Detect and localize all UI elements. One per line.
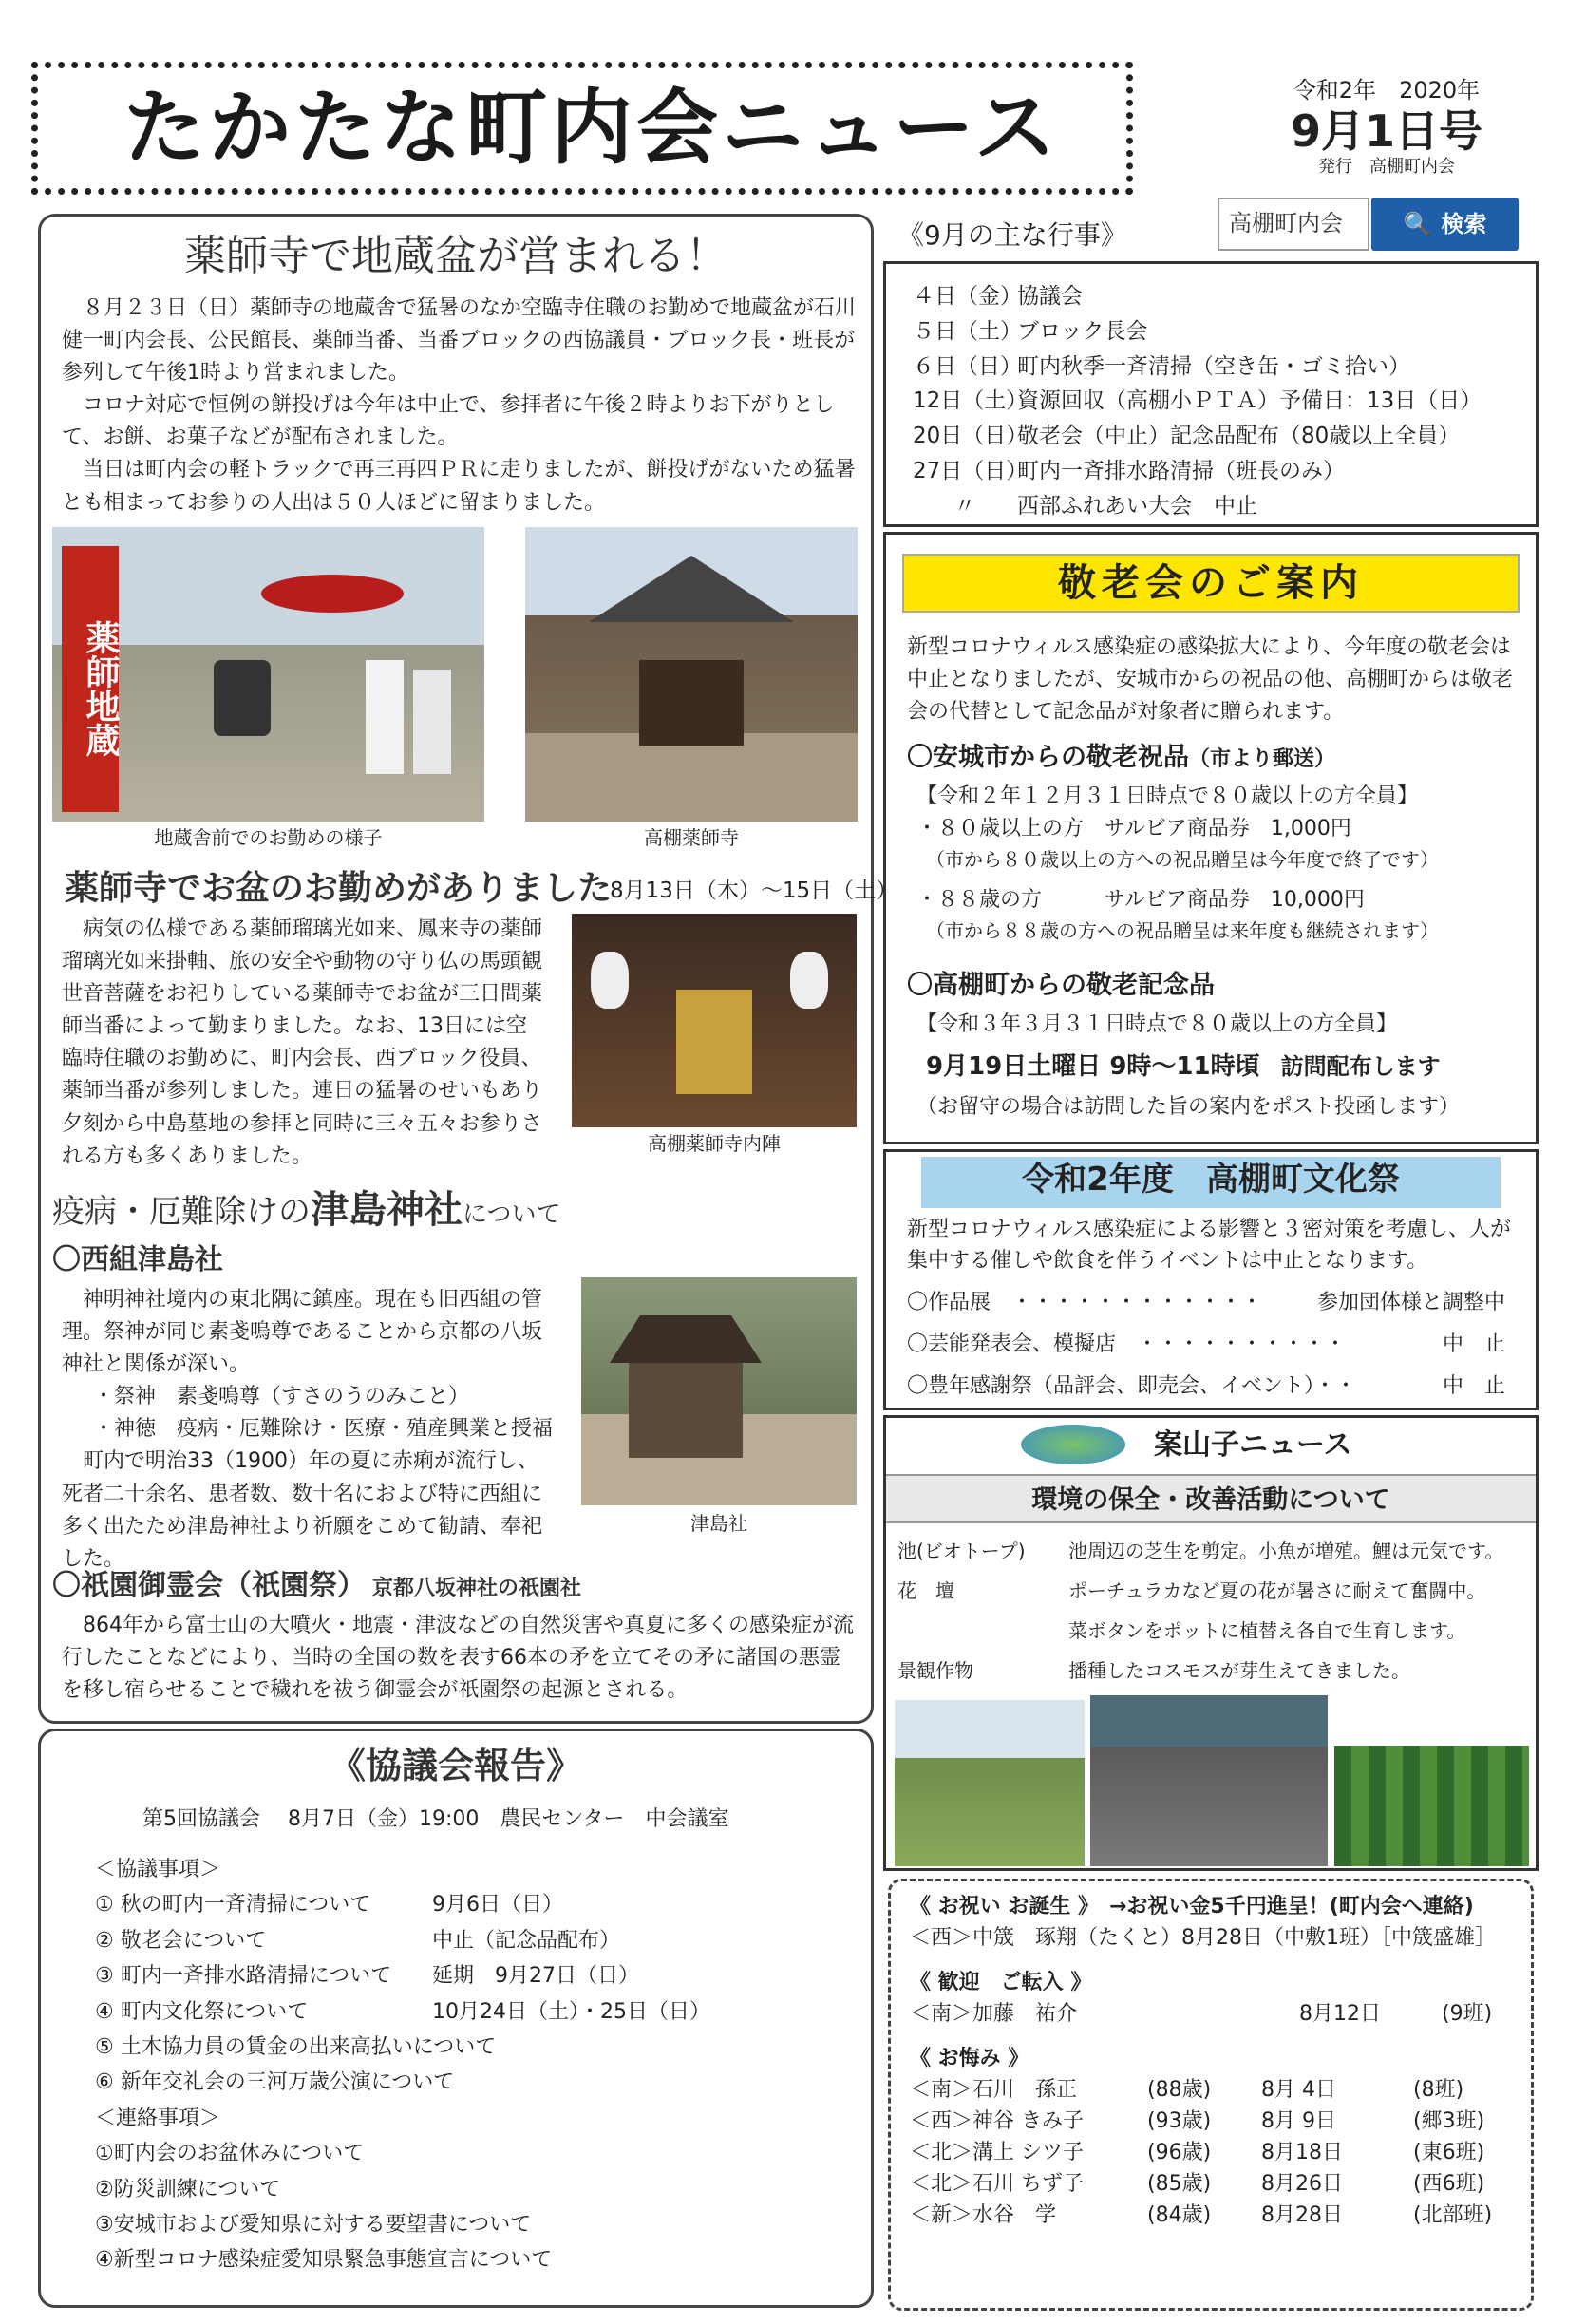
- issue-publisher: 発行 高棚町内会: [1318, 157, 1455, 178]
- issue-era: 令和2年 2020年: [1293, 77, 1481, 104]
- kakashi-row: 花 壇 ポーチュラカなど夏の花が暑さに耐えて奮闘中。: [897, 1579, 1486, 1602]
- caption-yakushiji: 高棚薬師寺: [644, 826, 739, 849]
- keiro-title: 敬老会のご案内: [902, 554, 1520, 613]
- jizo-p2: コロナ対応で恒例の餅投げは今年は中止で、参拝者に午後２時よりお下がりとして、お餅、お菓子などが配布されました。: [62, 393, 835, 450]
- list-item: ＜西＞神谷 きみ子 (93歳) 8月 9日 (郷3班): [910, 2109, 1485, 2133]
- tsushima-t3: 864年から富士山の大噴火・地震・津波などの自然災害や真夏に多くの感染症が流行したことなどにより、当時の全国の数を表す66本の矛を立てその矛に諸国の悪霊を移し宿らせることで穢れを祓う御霊会が祇園祭の起源とされる。: [62, 1614, 854, 1703]
- tsushima-title: [52, 1182, 560, 1238]
- list-item: ①町内会のお盆休みについて: [95, 2142, 365, 2166]
- obon-body: [62, 914, 546, 1173]
- kyogikai-h1: ＜協議事項＞: [95, 1858, 221, 1881]
- search-button[interactable]: [1371, 198, 1519, 251]
- obon-text: 病気の仏様である薬師瑠璃光如来、鳳来寺の薬師瑠璃光如来掛軸、旅の安全や動物の守り仏の馬頭観世音菩薩をお祀りしている薬師寺でお盆が三日間薬師当番によって勤まりました。なお、13日には空臨時住職のお勤めに、町内会長、西ブロック役員、薬師当番が参列しました。連日の猛暑のせいもあり夕刻から中島墓地の参拝と同時に三々五々お参りされる方も多くありました。: [62, 917, 543, 1168]
- caption-jizo-service: 地蔵舎前でのお勤めの様子: [154, 826, 383, 849]
- photo-kakashi-2: [1090, 1695, 1328, 1866]
- list-item: ⑥ 新年交礼会の三河万歳公演について: [95, 2070, 455, 2095]
- keiro-note: （お留守の場合は訪問した旨の案内をポスト投函します）: [916, 1095, 1461, 1119]
- kakashi-row: 景観作物 播種したコスモスが芽生えてきました。: [897, 1659, 1410, 1682]
- keiro-n2: （市から８８歳の方への祝品贈呈は来年度も継続されます）: [926, 919, 1439, 943]
- bunka-list: [907, 1282, 1505, 1408]
- iwai-h1: 《 お祝い お誕生 》 →お祝い金5千円進呈！(町内会へ連絡): [910, 1895, 1474, 1918]
- list-item: ＜北＞溝上 シツ子 (96歳) 8月18日 (東6班): [910, 2141, 1485, 2164]
- event-row: ５日（土） ブロック長会: [913, 318, 1148, 344]
- keiro-c2: 【令和３年３月３１日時点で８０歳以上の方全員】: [916, 1012, 1398, 1036]
- bunka-row: 〇芸能発表会、模擬店 ・・・・・・・・・・ 中 止: [907, 1332, 1505, 1356]
- keiro-visit: 9月19日土曜日 9時～11時頃: [926, 1052, 1260, 1081]
- issue-info: [1254, 74, 1520, 179]
- photo-jizo-service: [52, 527, 484, 822]
- search-input[interactable]: 高棚町内会: [1218, 198, 1369, 251]
- photo-naijin: [572, 914, 857, 1127]
- tsushima-sub2b: 京都八坂神社の祇園社: [372, 1577, 582, 1600]
- list-item: ＜南＞石川 孫正 (88歳) 8月 4日 (8班): [910, 2078, 1464, 2102]
- keiro-i1: ・８０歳以上の方 サルビア商品券 1,000円: [916, 817, 1351, 841]
- tsushima-l2: ・神徳 疫病・厄難除け・医療・殖産興業と授福: [93, 1417, 554, 1442]
- iwai-box: [888, 1879, 1534, 2311]
- keiro-h1: 〇安城市からの敬老祝品: [907, 743, 1189, 772]
- bunka-row: 〇作品展 ・・・・・・・・・・・・ 参加団体様と調整中: [907, 1291, 1505, 1314]
- list-item: ③安城市および愛知県に対する要望書について: [95, 2212, 532, 2237]
- list-item: ②防災訓練について: [95, 2177, 281, 2201]
- keiro-n1: （市から８０歳以上の方への祝品贈呈は今年度で終了です）: [926, 848, 1439, 872]
- bunka-title: 令和2年度 高棚町文化祭: [921, 1157, 1501, 1208]
- iwai-h3: 《 お悔み 》: [910, 2047, 1029, 2070]
- jizo-title: 薬師寺で地蔵盆が営まれる！: [184, 232, 727, 280]
- tsushima-sub2: 〇祇園御霊会（祇園祭）: [52, 1569, 366, 1602]
- iwai-b1: ＜西＞中筬 琢翔（たくと）8月28日（中敷1班）［中筬盛雄］: [910, 1926, 1496, 1950]
- event-row: 12日（土） 資源回収（高棚小ＰＴＡ）予備日：13日（日）: [913, 388, 1482, 414]
- kyogikai-h2: ＜連絡事項＞: [95, 2106, 221, 2130]
- caption-tsushima: 津島社: [690, 1512, 747, 1535]
- tsushima-title-a: 疫病・厄難除けの: [52, 1193, 311, 1231]
- kyogikai-title: 《協議会報告》: [329, 1745, 582, 1786]
- list-item: ② 敬老会について 中止（記念品配布）: [95, 1928, 621, 1953]
- event-row: ６日（日） 町内秋季一斉清掃（空き缶・ゴミ拾い）: [913, 353, 1410, 379]
- keiro-h1-row: [907, 739, 1335, 776]
- issue-number: 9月1日号: [1290, 104, 1482, 157]
- keiro-visit-row: [926, 1049, 1441, 1086]
- jizo-p3: 当日は町内会の軽トラックで再三再四ＰＲに走りましたが、餅投げがないため猛暑とも相まってお参りの人出は５０人ほどに留まりました。: [62, 458, 856, 515]
- event-row: 20日（日） 敬老会（中止）記念品配布（80歳以上全員）: [913, 424, 1461, 449]
- search-button-label: 検索: [1441, 210, 1487, 237]
- red-umbrella: [261, 575, 404, 613]
- gion-heading: [52, 1565, 581, 1607]
- kakashi-sub: 環境の保全・改善活動について: [886, 1474, 1536, 1523]
- kakashi-row: 池(ビオトープ) 池周辺の芝生を剪定。小魚が増殖。鯉は元気です。: [897, 1540, 1504, 1562]
- iwai-h2: 《 歓迎 ご転入 》: [910, 1971, 1092, 1994]
- obon-date: 8月13日（木）～15日（土）: [610, 879, 898, 903]
- keiro-visit2: 訪問配布します: [1280, 1053, 1441, 1080]
- list-item: ④ 町内文化祭について 10月24日（土）・25日（日）: [95, 1999, 710, 2024]
- event-row: ４日（金） 協議会: [913, 284, 1083, 309]
- photo-yakushiji: [525, 527, 858, 822]
- list-item: ③ 町内一斉排水路清掃について 延期 9月27日（日）: [95, 1964, 639, 1989]
- caption-naijin: 高棚薬師寺内陣: [648, 1132, 781, 1155]
- tsushima-body: [62, 1284, 556, 1576]
- list-item: ＜北＞石川 ちず子 (85歳) 8月26日 (西6班): [910, 2172, 1485, 2196]
- events-title: 《9月の主な行事》: [897, 219, 1127, 251]
- kyogikai-list: [95, 1852, 779, 2278]
- tsushima-title-c: について: [463, 1200, 561, 1229]
- tsushima-sub1: 〇西組津島社: [52, 1243, 223, 1276]
- keiro-list: [916, 781, 1524, 946]
- tsushima-l1: ・祭神 素戔嗚尊（すさのうのみこと）: [93, 1385, 470, 1409]
- photo-kakashi-1: [895, 1700, 1085, 1866]
- tsushima-t2: 町内で明治33（1900）年の夏に赤痢が流行し、死者二十余名、患者数、数十名におよび特に西組に多く出たため津島神社より祈願をこめて勧請、奉祀した。: [62, 1449, 543, 1571]
- keiro-i2: ・８８歳の方 サルビア商品券 10,000円: [916, 888, 1365, 913]
- list-item: ⑤ 土木協力員の賃金の出来高払いについて: [95, 2034, 497, 2059]
- keiro-h1b: （市より郵送）: [1189, 747, 1336, 771]
- photo-tsushima: [581, 1277, 857, 1505]
- events-box: [883, 261, 1539, 527]
- keiro-h2: 〇高棚町からの敬老記念品: [907, 971, 1215, 1000]
- jizo-p1: ８月２３日（日）薬師寺の地蔵舎で猛暑のなか空臨寺住職のお勤めで地蔵盆が石川健一町内会長、公民館長、薬師当番、当番ブロックの西協議員・ブロック長・班長が参列して午後1時より営まれました。: [62, 296, 857, 386]
- masthead-title: たかたな町内会ニュース: [123, 80, 1060, 176]
- tsushima-t1: 神明神社境内の東北隅に鎮座。現在も旧西組の管理。祭神が同じ素戔嗚尊であることから京都の八坂神社と関係が深い。: [62, 1288, 543, 1377]
- masthead: [31, 62, 1133, 195]
- kyogikai-meeting: 第5回協議会 8月7日（金）19:00 農民センター 中会議室: [142, 1807, 729, 1831]
- kakashi-row: 菜ボタンをポットに植替え各自で生育します。: [1068, 1619, 1466, 1642]
- keiro-intro: 新型コロナウィルス感染症の感染拡大により、今年度の敬老会は中止となりましたが、安城市からの祝品の他、高棚町からは敬老会の代替として記念品が対象者に贈られます。: [907, 635, 1514, 725]
- bunka-row: 〇豊年感謝祭（品評会、即売会、イベント）・・ 中 止: [907, 1374, 1505, 1398]
- list-item: ＜新＞水谷 学 (84歳) 8月28日 (北部班): [910, 2203, 1493, 2227]
- kakashi-logo: [1021, 1425, 1125, 1464]
- keiro-c1: 【令和２年１２月３１日時点で８０歳以上の方全員】: [916, 784, 1419, 808]
- search-icon: 🔍: [1403, 210, 1432, 237]
- tsushima-title-b: 津島神社: [311, 1188, 463, 1232]
- jizo-banner: 薬師地蔵: [62, 546, 119, 812]
- list-item: ① 秋の町内一斉清掃について 9月6日（日）: [95, 1893, 563, 1918]
- list-item: ＜南＞加藤 祐介 8月12日 (9班): [910, 2002, 1493, 2026]
- bunka-intro: 新型コロナウィルス感染症による影響と３密対策を考慮し、人が集中する催しや飲食を伴うイベントは中止となります。: [907, 1218, 1512, 1273]
- gion-body: [62, 1610, 859, 1707]
- list-item: ④新型コロナ感染症愛知県緊急事態宣言について: [95, 2248, 553, 2273]
- photo-kakashi-3: [1334, 1746, 1529, 1866]
- event-row: 〃 西部ふれあい大会 中止: [953, 493, 1257, 519]
- kakashi-list: [897, 1531, 1529, 1691]
- jizo-body: [62, 293, 859, 520]
- kakashi-title: 案山子ニュース: [1154, 1428, 1352, 1462]
- obon-title: 薬師寺でお盆のお勤めがありました: [65, 869, 613, 908]
- event-row: 27日（日） 町内一斉排水路清掃（班長のみ）: [913, 458, 1345, 483]
